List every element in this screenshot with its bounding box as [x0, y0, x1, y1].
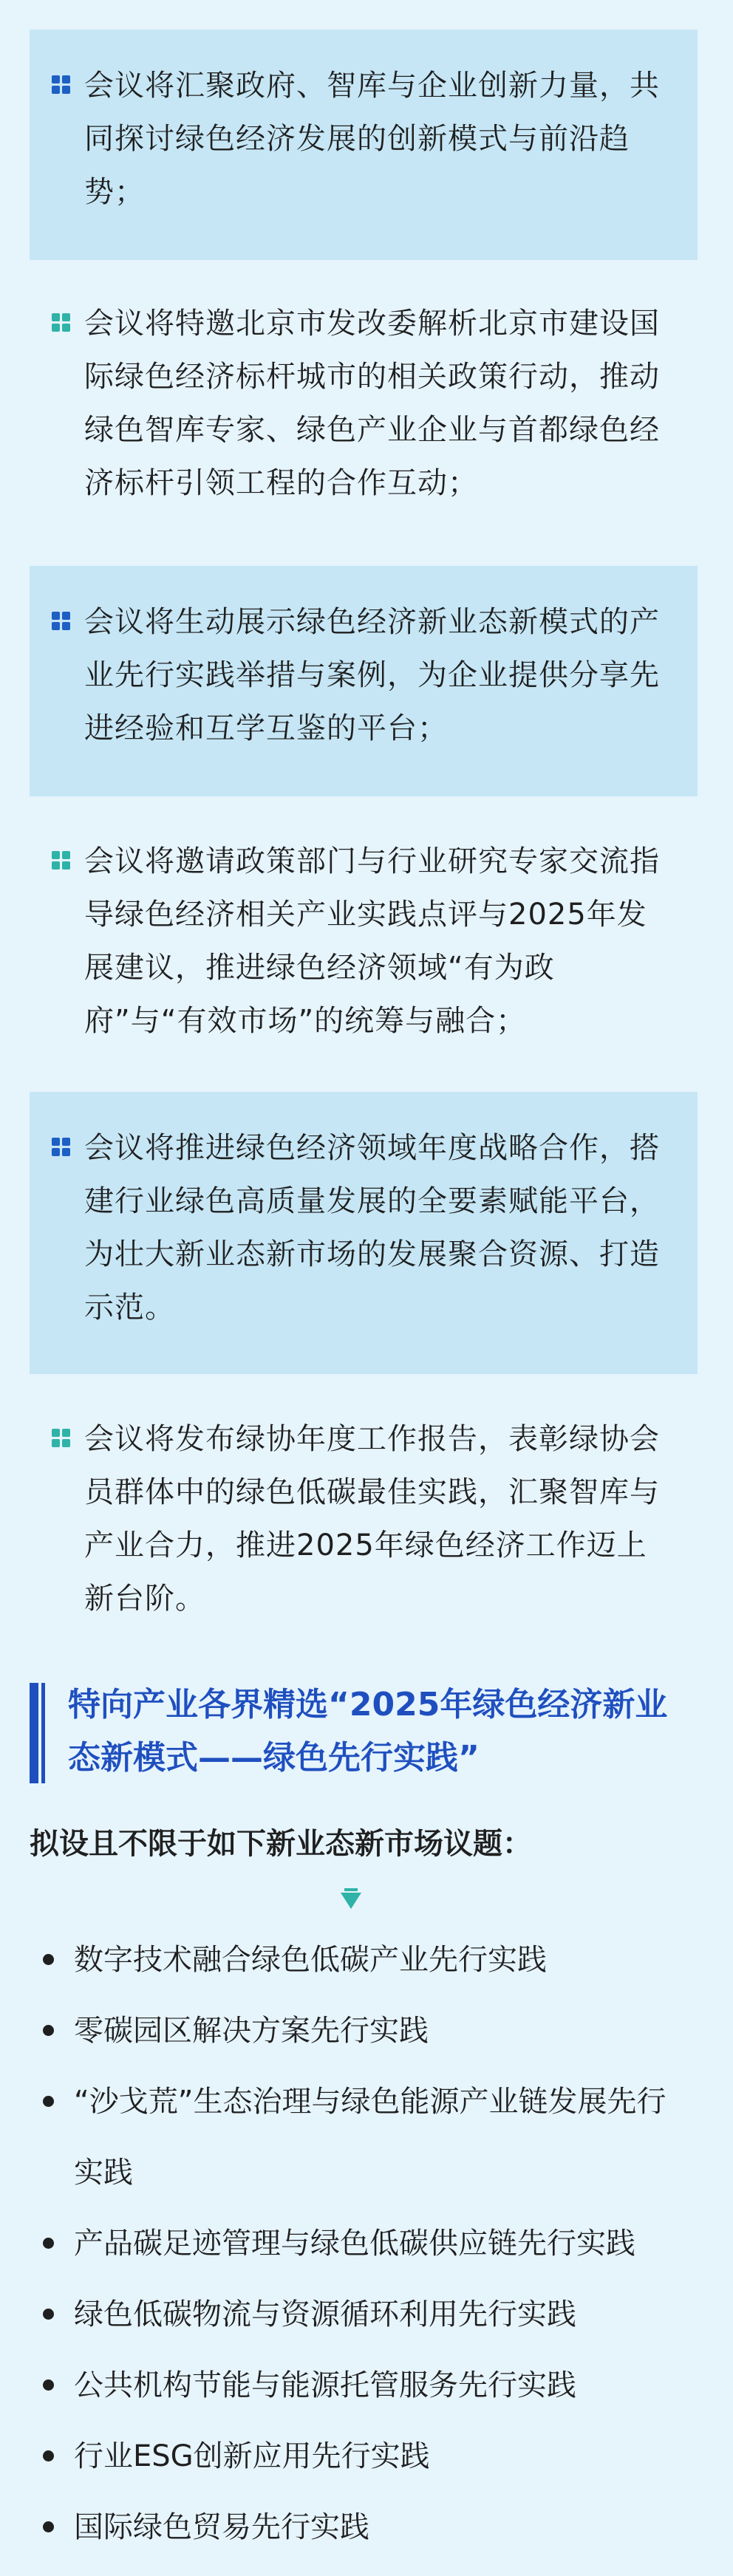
- grid-bullet-icon: [52, 1138, 71, 1157]
- topic-label: 产品碳足迹管理与绿色低碳供应链先行实践: [74, 2227, 635, 2261]
- topic-item: [33, 2279, 698, 2350]
- topic-item: [33, 1924, 698, 1995]
- topic-label: 国际绿色贸易先行实践: [74, 2510, 369, 2544]
- meeting-item-4: [30, 823, 698, 1083]
- meeting-item-text: 会议将推进绿色经济领域年度战略合作，搭建行业绿色高质量发展的全要素赋能平台，为壮大新业态新市场的发展聚合资源、打造示范。: [84, 1131, 660, 1325]
- topic-label: 行业ESG创新应用先行实践: [74, 2439, 430, 2473]
- meeting-item-3: [30, 566, 698, 796]
- topic-label: 绿色低碳物流与资源循环利用先行实践: [74, 2297, 576, 2331]
- topic-item: [33, 2492, 698, 2563]
- dot-icon: [43, 2096, 54, 2107]
- grid-bullet-icon: [52, 313, 71, 332]
- meeting-item-5: [30, 1092, 698, 1374]
- topic-item: [33, 2350, 698, 2421]
- topic-label: “沙戈荒”生态治理与绿色能源产业链发展先行实践: [74, 2085, 666, 2190]
- meeting-item-1: [30, 30, 698, 260]
- dot-icon: [43, 2309, 54, 2320]
- grid-bullet-icon: [52, 75, 71, 95]
- dot-icon: [43, 1954, 54, 1965]
- topic-item: [33, 1995, 698, 2066]
- section-header: [30, 1678, 698, 1788]
- topic-label: 零碳园区解决方案先行实践: [74, 2014, 429, 2048]
- topic-label: 数字技术融合绿色低碳产业先行实践: [74, 1943, 547, 1977]
- meeting-item-text: 会议将生动展示绿色经济新业态新模式的产业先行实践举措与案例，为企业提供分享先进经验和互学互鉴的平台；: [84, 605, 660, 745]
- meeting-item-2: [30, 287, 698, 547]
- dot-icon: [43, 2379, 54, 2391]
- topic-label: 公共机构节能与能源托管服务先行实践: [74, 2368, 576, 2402]
- down-arrow-stem: [344, 1888, 358, 1891]
- dot-icon: [43, 2450, 54, 2461]
- dot-icon: [43, 2521, 54, 2532]
- section-subtitle: 拟设且不限于如下新业态新市场议题：: [30, 1827, 532, 1861]
- meeting-item-text: 会议将邀请政策部门与行业研究专家交流指导绿色经济相关产业实践点评与2025年发展建议，推进绿色经济领域“有为政府”与“有效市场”的统筹与融合；: [84, 844, 660, 1038]
- down-triangle-icon: [341, 1893, 361, 1909]
- topic-item: [33, 2421, 698, 2492]
- grid-bullet-icon: [52, 851, 71, 870]
- meeting-item-text: 会议将特邀北京市发改委解析北京市建设国际绿色经济标杆城市的相关政策行动，推动绿色智库专家、绿色产业企业与首都绿色经济标杆引领工程的合作互动；: [84, 307, 660, 500]
- double-bar-icon: [30, 1683, 47, 1783]
- meeting-item-text: 会议将发布绿协年度工作报告，表彰绿协会员群体中的绿色低碳最佳实践，汇聚智库与产业合力，推进2025年绿色经济工作迈上新台阶。: [84, 1422, 660, 1616]
- dot-icon: [43, 2238, 54, 2249]
- topic-item: [33, 2208, 698, 2279]
- dot-icon: [43, 2025, 54, 2036]
- meeting-item-6: [30, 1402, 698, 1624]
- topic-item: [33, 2066, 683, 2208]
- grid-bullet-icon: [52, 1429, 71, 1448]
- meeting-item-text: 会议将汇聚政府、智库与企业创新力量，共同探讨绿色经济发展的创新模式与前沿趋势；: [84, 69, 660, 209]
- grid-bullet-icon: [52, 612, 71, 631]
- section-title: 特向产业各界精选“2025年绿色经济新业态新模式——绿色先行实践”: [68, 1686, 668, 1777]
